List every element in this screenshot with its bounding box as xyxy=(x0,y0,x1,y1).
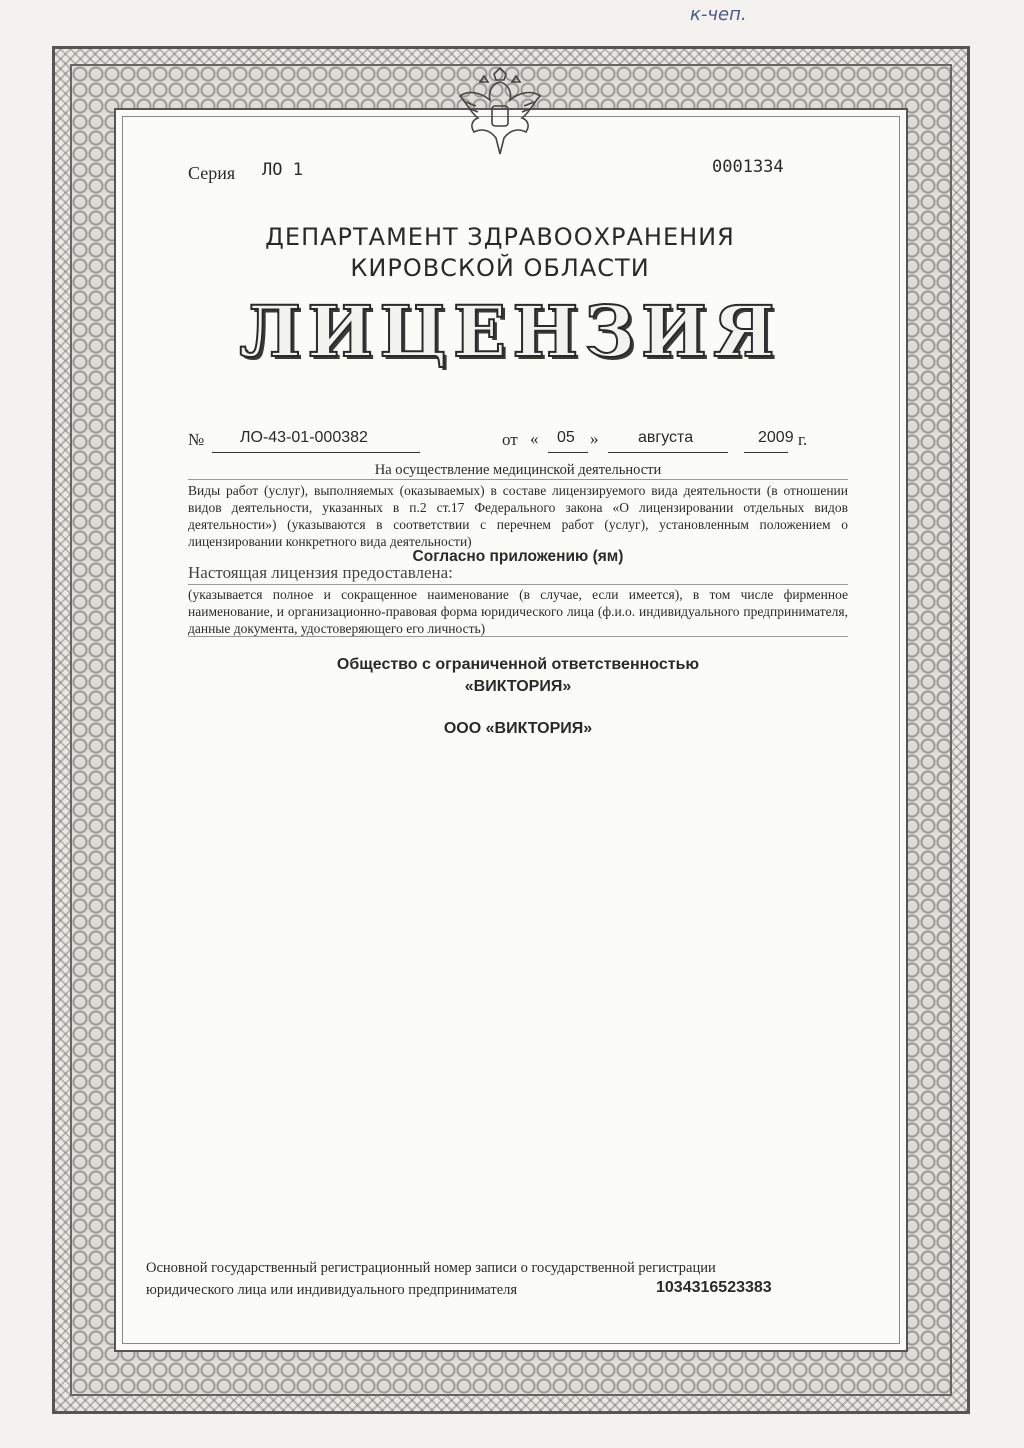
license-year: 2009 xyxy=(758,429,794,446)
month-underline xyxy=(608,452,728,453)
number-underline xyxy=(212,452,420,453)
document-title: ЛИЦЕНЗИЯ xyxy=(239,290,781,373)
double-headed-eagle-icon xyxy=(450,62,550,162)
quote-close: » xyxy=(590,429,599,448)
granted-underline xyxy=(188,584,848,585)
series-value: ЛО 1 xyxy=(262,160,303,180)
works-description: Виды работ (услуг), выполняемых (оказываемых) в составе лицензируемого вида деятельности (в отношении видов деятельности, указанных в п.2 ст.17 Федерального закона «О лицензировании отдельных видов деятельности») (указываются в соответствии с перечнем работ (услуг), установленным положением о лицензировании конкретного вида деятельности) xyxy=(188,483,848,549)
granted-description-underline xyxy=(188,636,848,637)
registration-line2: юридического лица или индивидуального предпринимателя xyxy=(146,1282,518,1298)
series-label: Серия xyxy=(188,163,236,183)
year-underline xyxy=(744,452,788,453)
issuer-line1: ДЕПАРТАМЕНТ ЗДРАВООХРАНЕНИЯ xyxy=(265,223,735,251)
year-suffix: г. xyxy=(798,430,808,449)
from-label: от xyxy=(502,430,518,449)
serial-number: 0001334 xyxy=(712,157,784,177)
handwritten-note: к-чеп. xyxy=(690,4,747,25)
licensee-full-name-line1: Общество с ограниченной ответственностью xyxy=(336,656,700,673)
licensee-full-name-line2: «ВИКТОРИЯ» xyxy=(464,678,572,695)
works-value: Согласно приложению (ям) xyxy=(412,548,624,565)
issuer-line2: КИРОВСКОЙ ОБЛАСТИ xyxy=(350,254,650,282)
granted-label: Настоящая лицензия предоставлена: xyxy=(188,563,453,582)
granted-description: (указывается полное и сокращенное наименование (в случае, если имеется), в том числе фирменное наименование, и организационно-правовая форма юридического лица (ф.и.о. индивидуального предпринимателя, данные документа, удостоверяющего его личность) xyxy=(188,587,848,636)
license-day: 05 xyxy=(557,429,575,446)
activity-underline xyxy=(188,479,848,480)
activity-type: На осуществление медицинской деятельности xyxy=(374,462,662,478)
issuer xyxy=(150,222,850,284)
license-number: ЛО-43-01-000382 xyxy=(240,429,368,446)
number-label: № xyxy=(188,430,205,449)
license-month: августа xyxy=(638,429,694,446)
registration-line1: Основной государственный регистрационный номер записи о государственной регистрации xyxy=(146,1260,716,1276)
licensee-short-name: ООО «ВИКТОРИЯ» xyxy=(443,720,593,737)
registration-number: 1034316523383 xyxy=(656,1279,772,1296)
quote-open: « xyxy=(530,429,539,448)
day-underline xyxy=(548,452,588,453)
